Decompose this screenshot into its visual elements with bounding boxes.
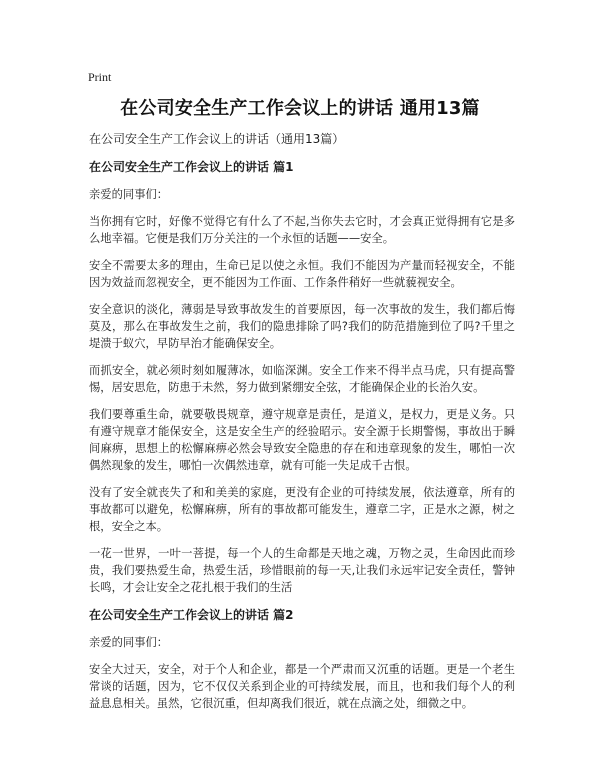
section-heading-2: 在公司安全生产工作会议上的讲话 篇2: [89, 608, 294, 622]
document-subtitle: 在公司安全生产工作会议上的讲话（通用13篇）: [89, 132, 345, 146]
section-greeting-1: 亲爱的同事们：: [89, 188, 169, 201]
section-heading-1: 在公司安全生产工作会议上的讲话 篇1: [89, 160, 294, 174]
paragraph: 安全不需要太多的理由，生命已足以使之永恒。我们不能因为产量而轻视安全，不能因为效益而忽视安全，更不能因为工作面、工作条件稍好一些就藐视安全。: [89, 259, 515, 289]
paragraph: 我们要尊重生命，就要敬畏规章，遵守规章是责任，是道义，是权力，更是义务。只有遵守规章才能保安全，这是安全生产的经验昭示。安全源于长期警惕，事故出于瞬间麻痹，思想上的松懈麻痹必然会导致安全隐患的存在和违章现象的发生，哪怕一次偶然现象的发生，哪怕一次偶然违章，就有可能一失足成千古恨。: [89, 408, 515, 472]
paragraph: 安全意识的淡化，薄弱是导致事故发生的首要原因，每一次事故的发生，我们都后悔莫及，那么在事故发生之前，我们的隐患排除了吗?我们的防范措施到位了吗?千里之堤溃于蚁穴，早防早治才能确保安全。: [89, 303, 515, 350]
paragraph: 而抓安全，就必须时刻如履薄冰，如临深渊。安全工作来不得半点马虎，只有提高警惕，居安思危，防患于未然，努力做到紧绷安全弦，才能确保企业的长治久安。: [89, 364, 515, 394]
print-label: Print: [88, 70, 112, 84]
paragraph: 一花一世界，一叶一菩提，每一个人的生命都是天地之魂，万物之灵，生命因此而珍贵，我们要热爱生命，热爱生活，珍惜眼前的每一天,让我们永远牢记安全责任，警钟长鸣，才会让安全之花扎根于我们的生活: [89, 547, 515, 594]
paragraph: 当你拥有它时，好像不觉得它有什么了不起,当你失去它时，才会真正觉得拥有它是多么地幸福。它便是我们万分关注的一个永恒的话题——安全。: [89, 215, 515, 245]
paragraph: 没有了安全就丧失了和和美美的家庭，更没有企业的可持续发展，依法遵章，所有的事故都可以避免，松懈麻痹，所有的事故都可能发生，遵章二字，正是水之源，树之根，安全之本。: [89, 486, 515, 533]
document-title: 在公司安全生产工作会议上的讲话 通用13篇: [120, 98, 480, 119]
document-body: [89, 130, 515, 722]
section-greeting-2: 亲爱的同事们：: [89, 636, 169, 649]
paragraph: 安全大过天，安全，对于个人和企业，都是一个严肃而又沉重的话题。更是一个老生常谈的话题，因为，它不仅仅关系到企业的可持续发展，而且，也和我们每个人的利益息息相关。虽然，它很沉重，但却离我们很近，就在点滴之处，细微之中。: [89, 663, 515, 710]
